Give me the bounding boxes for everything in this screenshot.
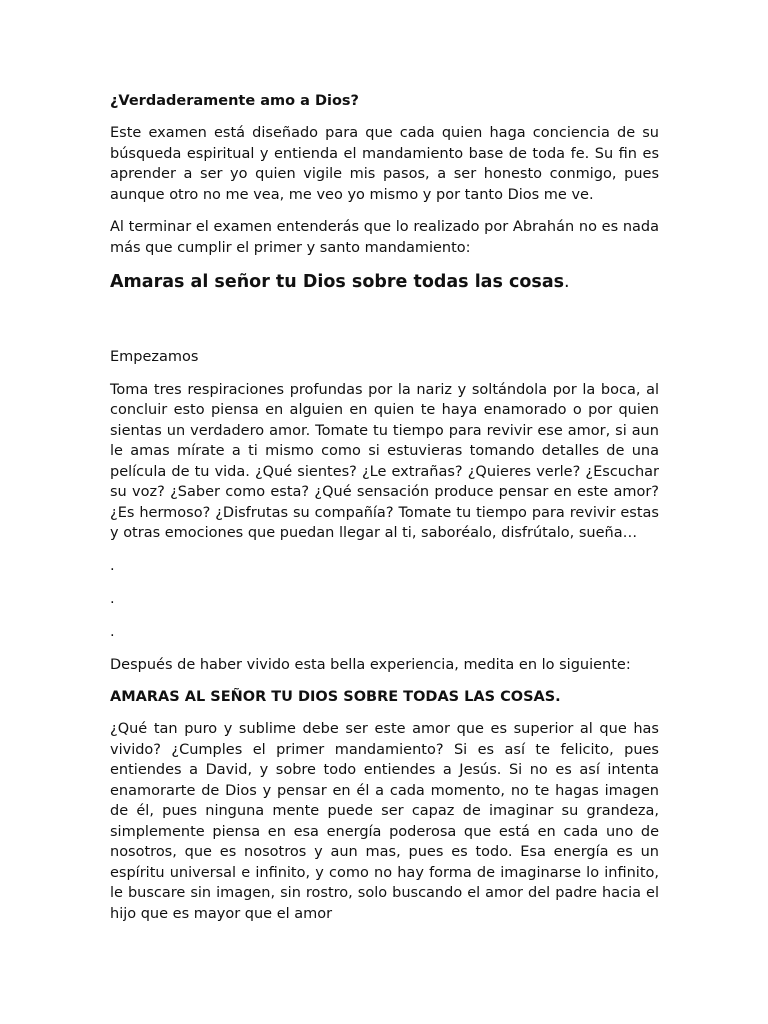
document-title: ¿Verdaderamente amo a Dios? bbox=[110, 93, 359, 109]
dot-separator: . bbox=[110, 557, 115, 574]
commandment-heading bbox=[110, 270, 659, 294]
start-label: Empezamos bbox=[110, 349, 199, 365]
after-paragraph: Después de haber vivido esta bella experiencia, medita en lo siguiente: bbox=[110, 656, 631, 673]
exercise-paragraph: Toma tres respiraciones profundas por la nariz y soltándola por la boca, al concluir esto piensa en alguien en quien te haya enamorado o por quien sientas un verdadero amor. Tomate tu tiempo para revivir ese amor, si aun le amas mírate a ti mismo como si estuvieras tomando detalles de una película de tu vida. ¿Qué sientes? ¿Le extrañas? ¿Quieres verle? ¿Escuchar su voz? ¿Saber como esta? ¿Qué sensación produce pensar en este amor? ¿Es hermoso? ¿Disfrutas su compañía? Tomate tu tiempo para revivir estas y otras emociones que puedan llegar al ti, saboréalo, disfrútalo, sueña… bbox=[110, 381, 659, 541]
commandment-caps: AMARAS AL SEÑOR TU DIOS SOBRE TODAS LAS COSAS. bbox=[110, 689, 561, 705]
dot-separator: . bbox=[110, 590, 115, 607]
commandment-text: Amaras al señor tu Dios sobre todas las cosas bbox=[110, 272, 565, 292]
intro-paragraph: Este examen está diseñado para que cada quien haga conciencia de su búsqueda espiritual y entienda el mandamiento base de toda fe. Su fin es aprender a ser yo quien vigile mis pasos, a ser honesto conmigo, pues aunque otro no me vea, me veo yo mismo y por tanto Dios me ve. bbox=[110, 125, 659, 203]
final-paragraph: ¿Qué tan puro y sublime debe ser este amor que es superior al que has vivido? ¿Cumples el primer mandamiento? Si es así te felicito, pues entiendes a David, y sobre todo entiendes a Jesús. Si no es así intenta enamorarte de Dios y pensar en él a cada momento, no te hagas imagen de él, pues ninguna mente puede ser capaz de imaginar su grandeza, simplemente piensa en esa energía poderosa que está en cada uno de nosotros, que es nosotros y aun mas, pues es todo. Esa energía es un espíritu universal e infinito, y como no hay forma de imaginarse lo infinito, le buscare sin imagen, sin rostro, solo buscando el amor del padre hacia el hijo que es mayor que el amor bbox=[110, 721, 659, 922]
document-page bbox=[110, 91, 659, 936]
commandment-period: . bbox=[564, 272, 570, 292]
dot-separator: . bbox=[110, 623, 115, 640]
second-paragraph: Al terminar el examen entenderás que lo realizado por Abrahán no es nada más que cumplir el primer y santo mandamiento: bbox=[110, 219, 659, 256]
spacer bbox=[110, 294, 659, 347]
